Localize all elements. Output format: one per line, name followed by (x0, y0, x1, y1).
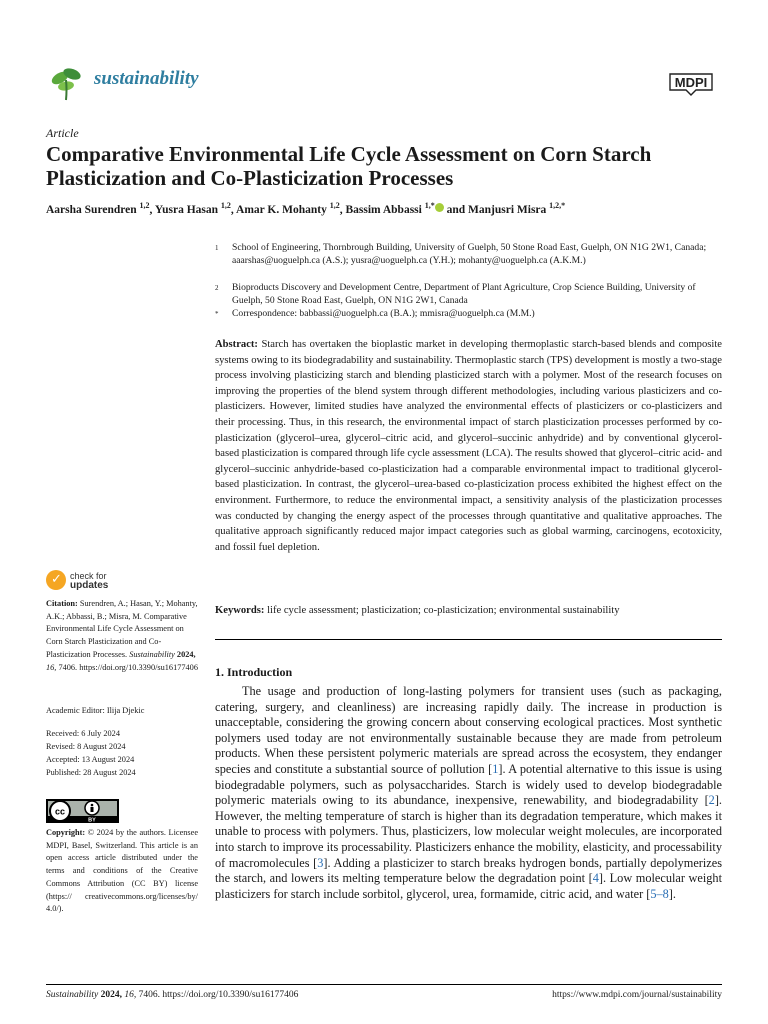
copyright-notice: Copyright: © 2024 by the authors. Licensee MDPI, Basel, Switzerland. This article is an open access article distributed under the terms and conditions of the Creative Commons Attribution (CC BY) license (https:// creativecommons.org/licenses/by/ 4.0/). (46, 828, 199, 914)
reference-link[interactable]: 1 (492, 761, 499, 776)
reference-link[interactable]: 5–8 (650, 886, 669, 901)
date-accepted: Accepted: 13 August 2024 (46, 755, 135, 764)
journal-logo-icon (46, 62, 86, 102)
author-name: Aarsha Surendren (46, 203, 137, 216)
date-revised: Revised: 8 August 2024 (46, 742, 126, 751)
footer-citation: Sustainability 2024, 16, 7406. https://doi.org/10.3390/su16177406 (46, 990, 299, 1000)
check-for-updates-badge[interactable]: ✓ check for updates (46, 570, 116, 592)
affiliation: 1 School of Engineering, Thornbrough Building, University of Guelph, 50 Stone Road East, Guelph, ON N1G 2W1, Canada; aaarshas@uoguelph.ca (A.S.); yusra@uoguelph.ca (Y.H.); mohanty@uoguelph.ca (A.K.M.) (215, 242, 707, 266)
section-heading: 1. Introduction (215, 665, 293, 679)
intro-paragraph: The usage and production of long-lasting polymers for transient uses (such as packaging, catering, surgery, and cleanliness) are increasing rapidly daily. The increase in production is unacceptable, considering the growing concern about conserving ecological practices. Most synthetic polymers used today are not environmentally sustainable because they are made from petroleum products. When these persistent polymeric materials are spread across the ecosystem, they endanger species and constitute a substantial source of pollution [1]. A potential alternative to this issue is using biodegradable polymers, such as polysaccharides. Starch is widely used to develop biodegradable polymeric materials owing to its abundance, inexpensive, renewability, and biodegradability [2]. However, the melting temperature of starch is higher than its degradation temperature, which makes it unable to process with polymers. Thus, plasticizers, low molecular weight molecules, are incorporated into starch to improve its processability. Plasticizers enhance the mobility, elasticity, and processability of macromolecules [3]. Adding a plasticizer to starch breaks hydrogen bonds, partially depolymerizes the starch, and lowers its melting temperature below the degradation point [4]. Low molecular weight plasticizers for starch include sorbitol, glycerol, urea, formamide, citric acid, and water [5–8]. (215, 684, 722, 901)
author-name: Yusra Hasan (154, 203, 219, 216)
svg-text:BY: BY (88, 817, 96, 823)
orcid-icon[interactable] (435, 203, 444, 212)
cc-by-license-icon[interactable] (46, 799, 119, 823)
correspondence: * Correspondence: babbassi@uoguelph.ca (B.A.); mmisra@uoguelph.ca (M.M.) (215, 308, 535, 319)
reference-link[interactable]: 3 (317, 855, 324, 870)
svg-text:MDPI: MDPI (674, 75, 708, 90)
reference-link[interactable]: 4 (592, 871, 599, 886)
affiliation: 2 Bioproducts Discovery and Development Centre, Department of Plant Agriculture, Crop Science Building, University of Guelph, 50 Stone Road East, Guelph, ON N1G 2W1, Canada (215, 282, 696, 306)
academic-editor: Academic Editor: Ilija Djekic (46, 706, 145, 715)
author-name: Bassim Abbassi (345, 203, 422, 216)
journal-name[interactable]: sustainability (94, 68, 199, 89)
check-icon: ✓ (46, 570, 66, 590)
article-title: Comparative Environmental Life Cycle Assessment on Corn Starch Plasticization and Co-Plasticization Processes (46, 142, 652, 190)
date-received: Received: 6 July 2024 (46, 729, 120, 738)
reference-link[interactable]: 2 (708, 793, 715, 808)
abstract: Abstract: Starch has overtaken the bioplastic market in developing thermoplastic starch-based blends and composite systems owing to its biodegradability and sustainability. Thermoplastic starch (TPS) development is mostly a two-stage process involving plasticizing starch and blending plasticized starch with a polymer. Most of the research focuses on improving the properties of the blend system through different methodologies, including various plasticizers and co-plasticizers. However, limited studies have analyzed the environmental effects of plasticizers or co-plasticizers and their processing. Thus, in this research, the environmental impact of starch plasticization processes performed by co-plasticization (glycerol–urea, glycerol–citric acid, and glycerol–succinic anhydride) and by conventional glycerol-based plasticization is compared through life cycle assessment (LCA). The results showed that glycerol–citric acid- and glycerol–succinic anhydride-based co-plasticization had a comparable environmental impact to traditional glycerol-based plasticization. In contrast, the glycerol–urea-based co-plasticization process exhibited the highest effect on the environment. Furthermore, to reduce the environmental impact, a sensitivity analysis of the plasticization processes was conducted by changing the energy aspect of the processes through quantitative and qualitative approaches. The qualitative approach significantly reduced major impact categories such as global warming, carcinogens, ecotoxicity, and fossil fuel depletion. (215, 339, 722, 553)
keywords: Keywords: life cycle assessment; plasticization; co-plasticization; environmental sustainability (215, 605, 620, 616)
publisher-logo[interactable] (666, 72, 716, 96)
author-name: Manjusri Misra (468, 203, 547, 216)
footer-divider (46, 984, 722, 985)
divider (215, 639, 722, 640)
footer-journal-url[interactable]: https://www.mdpi.com/journal/sustainability (552, 990, 722, 1000)
citation: Citation: Surendren, A.; Hasan, Y.; Mohanty, A.K.; Abbassi, B.; Misra, M. Comparative Environmental Life Cycle Assessment on Corn Starch Plasticization and Co-Plasticization Processes. Sustainability 2024, 16, 7406. https://doi.org/10.3390/su16177406 (46, 599, 198, 672)
svg-text:cc: cc (54, 806, 66, 817)
author-list: Aarsha Surendren $^{1,2}$, Yusra Hasan $^{1,2}$, Amar K. Mohanty $^{1,2}$, Bassim Abbassi $^{1,*}$ and Manjusri Misra $^{1,2,*}$ (46, 201, 566, 216)
author-name: Amar K. Mohanty (236, 203, 327, 216)
date-published: Published: 28 August 2024 (46, 768, 136, 777)
article-type: Article (46, 126, 79, 140)
